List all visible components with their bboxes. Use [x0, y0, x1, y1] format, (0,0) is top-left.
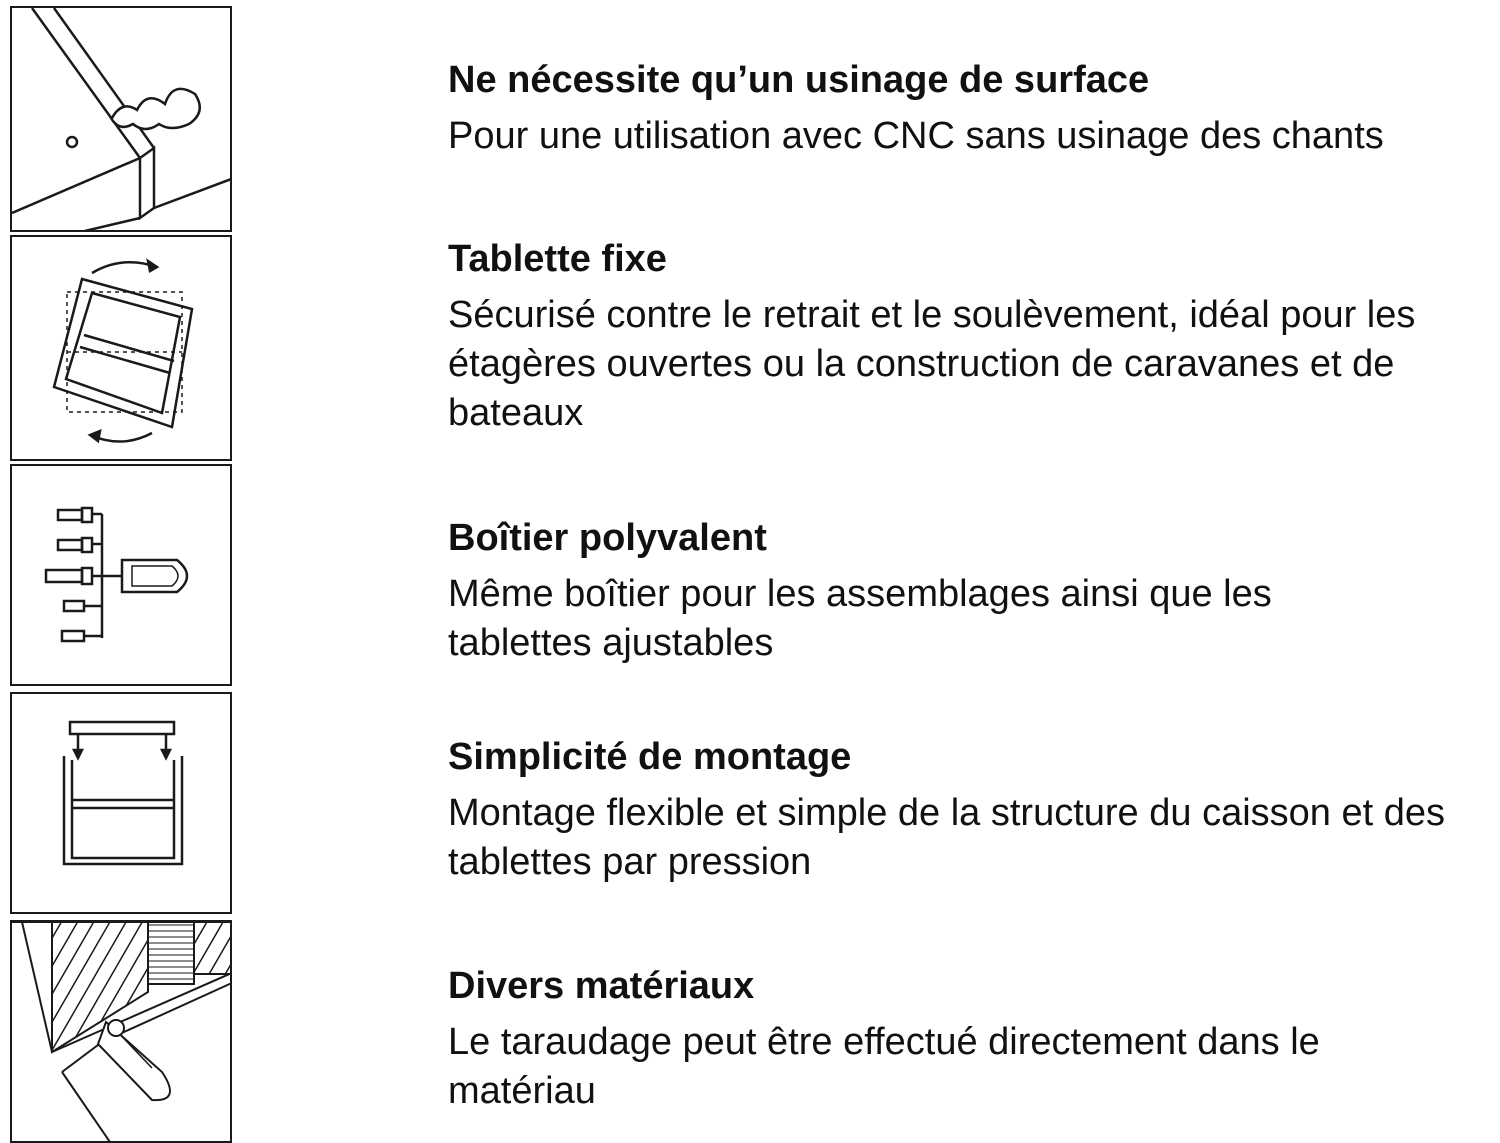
- feature-various-materials: [448, 964, 1500, 1116]
- feature-description: Montage flexible et simple de la structure du caisson et des tablettes par pression: [448, 792, 1445, 883]
- feature-description: Sécurisé contre le retrait et le soulèvement, idéal pour les étagères ouvertes ou la construction de caravanes et de bateaux: [448, 294, 1416, 434]
- feature-title: Ne nécessite qu’un usinage de surface: [448, 59, 1150, 101]
- feature-description: Même boîtier pour les assemblages ainsi que les tablettes ajustables: [448, 573, 1272, 664]
- feature-versatile-housing: [448, 516, 1500, 668]
- feature-title: Divers matériaux: [448, 965, 755, 1007]
- feature-surface-machining: [448, 58, 1500, 161]
- surface-machining-icon: [10, 6, 232, 232]
- feature-title: Simplicité de montage: [448, 736, 852, 778]
- feature-description: Le taraudage peut être effectué directement dans le matériau: [448, 1021, 1320, 1112]
- feature-title: Tablette fixe: [448, 238, 667, 280]
- feature-title: Boîtier polyvalent: [448, 517, 767, 559]
- various-materials-icon: [10, 920, 232, 1143]
- fixed-shelf-icon: [10, 235, 232, 461]
- feature-description: Pour une utilisation avec CNC sans usinage des chants: [448, 115, 1384, 157]
- versatile-housing-icon: [10, 464, 232, 686]
- feature-easy-assembly: [448, 735, 1500, 887]
- easy-assembly-icon: [10, 692, 232, 914]
- feature-fixed-shelf: [448, 237, 1500, 438]
